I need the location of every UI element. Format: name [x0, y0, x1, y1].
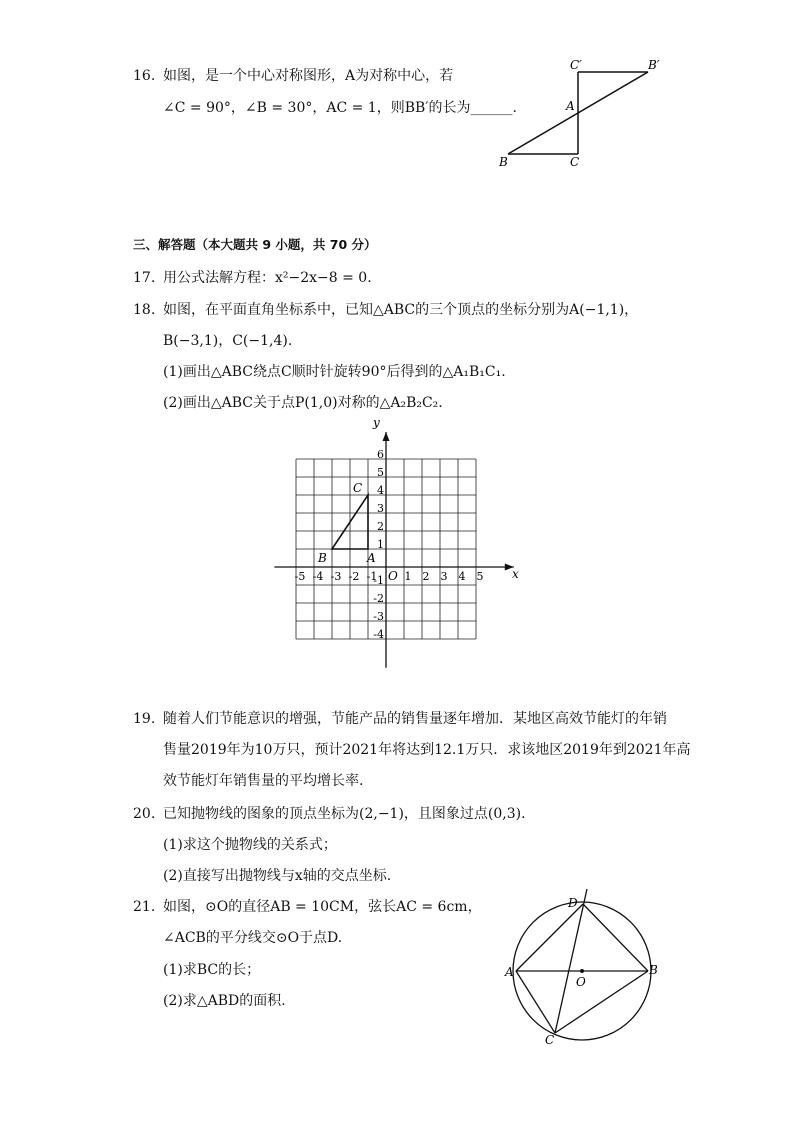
x-tick-label: -2 — [348, 570, 360, 583]
q21-line1 — [133, 897, 482, 917]
q21-label-b: B — [649, 963, 658, 977]
q21-circle-figure — [495, 885, 675, 1050]
q16-number: 16. — [133, 68, 156, 84]
q21-label-o: O — [576, 975, 586, 989]
x-tick-label: -4 — [312, 570, 324, 583]
origin-label: O — [388, 569, 398, 583]
q16-label-c: C — [570, 155, 580, 169]
q19-text-1: 随着人们节能意识的增强，节能产品的销售量逐年增加．某地区高效节能灯的年销 — [163, 711, 667, 727]
q19-line3: 效节能灯年销售量的平均增长率. — [163, 773, 364, 789]
x-tick-label: 3 — [440, 570, 448, 583]
q16-line2: ∠C = 90°，∠B = 30°，AC = 1，则BB′的长为______. — [163, 100, 517, 116]
q21-bisector-cd — [555, 889, 587, 1033]
y-tick-label: -4 — [373, 628, 384, 641]
q21-chord-cb — [555, 971, 648, 1033]
q21-part1: (1)求BC的长； — [163, 962, 261, 978]
q21-part2: (2)求△ABD的面积. — [163, 993, 286, 1009]
q21-chord-ac — [516, 971, 555, 1033]
y-axis-arrow — [383, 432, 390, 441]
point-label-a: A — [367, 551, 376, 565]
y-tick-label: 4 — [377, 484, 384, 497]
q20-text-1: 已知抛物线的图象的顶点坐标为(2,−1)，且图象过点(0,3). — [163, 806, 526, 822]
x-axis-label: x — [512, 567, 519, 581]
axes — [274, 416, 519, 668]
y-tick-label: 1 — [377, 538, 384, 551]
point-label-b: B — [318, 551, 327, 565]
q20-line1 — [133, 804, 526, 824]
x-tick-label: 2 — [422, 570, 430, 583]
q21-chord-ad — [516, 904, 583, 971]
y-tick-label: -2 — [373, 592, 384, 605]
q17-text: 用公式法解方程：x²−2x−8 = 0. — [163, 270, 372, 286]
x-tick-label: -3 — [330, 570, 342, 583]
point-label-c: C — [353, 481, 363, 495]
x-tick-label: -5 — [294, 570, 306, 583]
q18-text-1: 如图，在平面直角坐标系中，已知△ABC的三个顶点的坐标分别为A(−1,1)， — [163, 302, 639, 318]
q21-line2: ∠ACB的平分线交⊙O于点D. — [163, 930, 343, 946]
q16-label-a: A — [566, 99, 575, 113]
q18-line2: B(−3,1)，C(−1,4). — [163, 333, 293, 349]
q21-chord-db — [583, 904, 648, 971]
q19-line2: 售量2019年为10万只，预计2021年将达到12.1万只．求该地区2019年到2021年高 — [163, 742, 691, 758]
q20-part1: (1)求这个抛物线的关系式； — [163, 837, 337, 853]
x-tick-label: 5 — [476, 570, 484, 583]
q21-center-dot — [580, 969, 584, 973]
y-axis-label: y — [373, 415, 380, 430]
y-tick-label: 5 — [377, 466, 384, 479]
q18-part1: (1)画出△ABC绕点C顺时针旋转90°后得到的△A₁B₁C₁. — [163, 364, 506, 380]
q18-number: 18. — [133, 302, 156, 318]
q21-number: 21. — [133, 899, 156, 915]
q16-label-cprime: C′ — [570, 58, 582, 72]
q20-number: 20. — [133, 806, 156, 822]
q16-label-b: B — [499, 155, 508, 169]
q21-label-a: A — [505, 965, 514, 979]
x-tick-label: -1 — [366, 570, 378, 583]
q19-line1 — [133, 709, 667, 729]
y-tick-label: 2 — [377, 520, 384, 533]
x-tick-label: 4 — [458, 570, 466, 583]
triangle-abc — [317, 481, 376, 565]
section-heading: 三、解答题（本大题共 9 小题，共 70 分） — [133, 237, 377, 252]
y-tick-label: 6 — [377, 448, 384, 461]
q21-label-d: D — [568, 896, 578, 910]
q16-text-1: 如图，是一个中心对称图形，A为对称中心，若 — [163, 68, 454, 84]
q19-number: 19. — [133, 711, 156, 727]
x-tick-label: 1 — [404, 570, 412, 583]
q16-label-bprime: B′ — [648, 58, 660, 72]
q21-label-c: C — [545, 1033, 555, 1047]
y-tick-label: 3 — [377, 502, 384, 515]
y-tick-label: -1 — [373, 574, 384, 587]
q17-number: 17. — [133, 270, 156, 286]
q20-part2: (2)直接写出抛物线与x轴的交点坐标. — [163, 868, 392, 884]
q21-text-1: 如图，⊙O的直径AB = 10CM，弦长AC = 6cm， — [163, 899, 482, 915]
q18-part2: (2)画出△ABC关于点P(1,0)对称的△A₂B₂C₂. — [163, 395, 443, 411]
y-tick-label: -3 — [373, 610, 384, 623]
